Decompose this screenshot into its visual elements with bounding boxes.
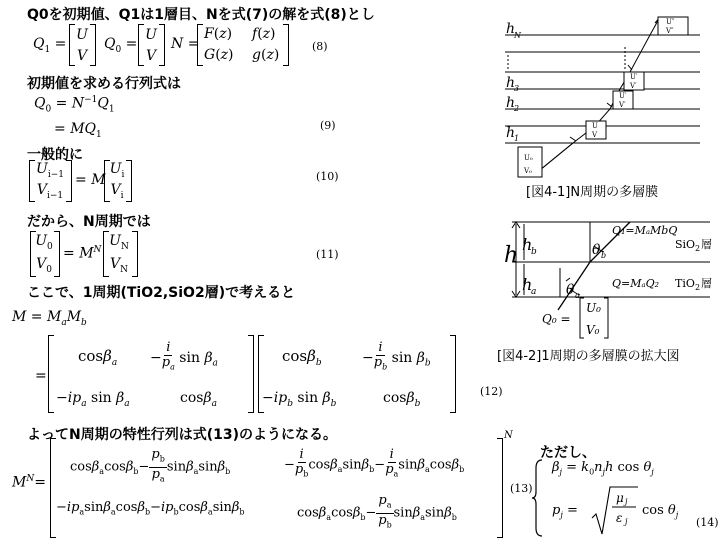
left-brace [530, 458, 544, 538]
svg-text:V′: V′ [630, 82, 637, 90]
svg-text:h: h [522, 275, 533, 294]
single-period-diagram [500, 210, 720, 345]
svg-text:V′: V′ [619, 101, 626, 109]
svg-text:V: V [592, 131, 598, 139]
svg-text:a: a [531, 287, 537, 297]
svg-text:N: N [514, 31, 521, 40]
eq-label-10: (10) [316, 170, 339, 183]
svg-text:層: 層 [701, 277, 712, 290]
svg-text:V₀: V₀ [586, 323, 600, 337]
eq-label-12: (12) [480, 385, 503, 398]
svg-text:層: 層 [701, 238, 712, 251]
svg-text:ε: ε [616, 511, 623, 525]
intro-text: Q0を初期値、Q1は1層目、Nを式(7)の解を式(8)とし [27, 7, 375, 23]
svg-text:h: h [506, 125, 516, 141]
svg-text:2: 2 [695, 283, 701, 292]
one-period-text: ここで、1周期(TiO2,SiO2層)で考えると [27, 285, 296, 301]
svg-text:h: h [504, 243, 519, 268]
svg-text:j: j [625, 497, 628, 506]
svg-text:h: h [506, 95, 516, 111]
svg-text:U₀: U₀ [586, 301, 601, 315]
figure-4-2-caption: [図4-2]1周期の多層膜の拡大図 [497, 349, 680, 364]
eq-label-14: (14) [696, 516, 719, 529]
general-text: 一般的に [27, 147, 83, 163]
svg-text:b: b [601, 251, 607, 260]
svg-text:2: 2 [695, 244, 701, 253]
eq-label-11: (11) [316, 248, 339, 261]
svg-text:SiO: SiO [675, 238, 696, 251]
eq-label-9: (9) [320, 119, 336, 132]
svg-text:b: b [531, 247, 537, 257]
svg-text:Q₀ =: Q₀ = [542, 312, 571, 326]
n-period-text: だから、N周期では [27, 214, 151, 230]
layer-label-hN: h [506, 21, 516, 37]
sqrt-sign [590, 484, 640, 536]
svg-text:TiO: TiO [675, 277, 695, 290]
svg-text:j: j [625, 517, 628, 526]
svg-text:θ: θ [592, 242, 601, 258]
svg-text:U: U [592, 122, 598, 130]
svg-text:V₀: V₀ [524, 167, 532, 175]
matrix-intro-text: 初期値を求める行列式は [27, 76, 181, 92]
svg-text:U″: U″ [666, 18, 675, 26]
svg-text:3: 3 [514, 84, 520, 93]
svg-text:h: h [506, 75, 516, 91]
svg-text:a: a [575, 291, 580, 300]
eq-label-13: (13) [510, 482, 533, 495]
multilayer-diagram [500, 5, 720, 180]
characteristic-matrix-text: よってN周期の特性行列は式(13)のようになる。 [27, 427, 337, 443]
svg-text:θ: θ [566, 282, 575, 298]
figure-4-1-caption: [図4-1]N周期の多層膜 [526, 185, 659, 200]
svg-text:μ: μ [616, 491, 624, 505]
svg-text:1: 1 [514, 134, 520, 143]
svg-text:2: 2 [514, 104, 520, 113]
svg-text:V″: V″ [666, 27, 674, 35]
svg-text:h: h [522, 235, 533, 254]
svg-text:Q₁=MₐMbQ: Q₁=MₐMbQ [612, 224, 678, 237]
svg-text:U′: U′ [619, 92, 627, 100]
svg-text:U′: U′ [630, 73, 638, 81]
svg-text:U₀: U₀ [524, 154, 533, 162]
svg-text:Q=MₐQ₂: Q=MₐQ₂ [612, 277, 660, 290]
provided-text: ただし、 [540, 445, 596, 461]
eq-label-8: (8) [312, 40, 328, 53]
